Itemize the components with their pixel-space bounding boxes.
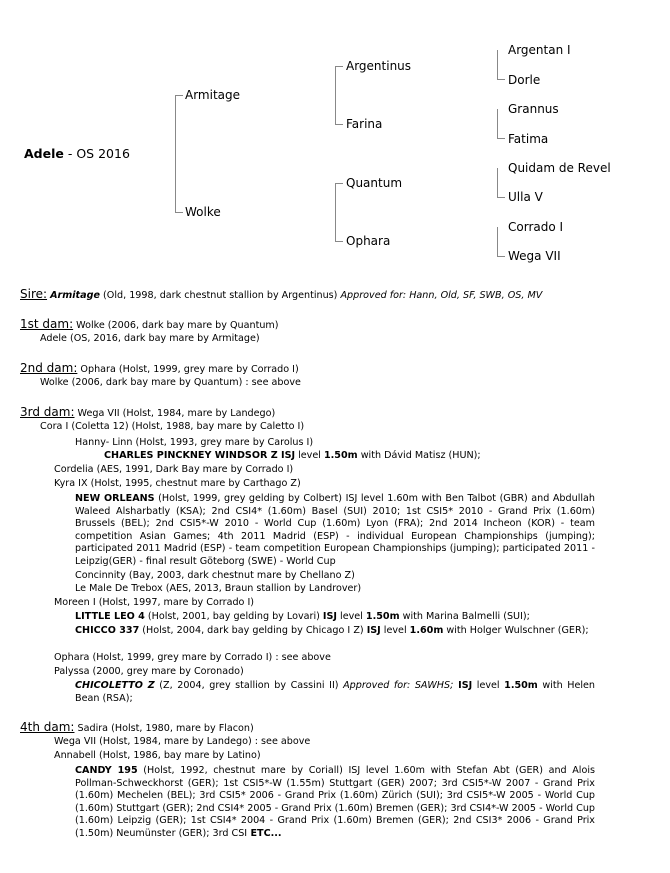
rider-text: with Holger Wulschner (GER); — [443, 625, 589, 636]
level-value: 1.50m — [365, 611, 400, 622]
rider-text: with Helen Bean (RSA); — [75, 680, 596, 704]
bracket-line — [335, 66, 343, 67]
ancestor-name: Dorle — [508, 73, 541, 87]
ancestor-name: Corrado I — [508, 220, 564, 234]
competitor-name: CANDY 195 — [75, 765, 138, 776]
level-text: level — [472, 680, 505, 691]
sire-line — [20, 288, 542, 303]
level-value: 1.50m — [504, 680, 538, 691]
competitor-name: CHARLES PINCKNEY WINDSOR Z ISJ — [104, 450, 296, 461]
offspring-line: Palyssa (2000, grey mare by Coronado) — [54, 666, 244, 677]
ancestor-name: Quidam de Revel — [508, 161, 611, 175]
level-text: level — [336, 611, 366, 622]
bracket-line — [175, 212, 183, 213]
isj-label: ISJ — [322, 611, 337, 622]
offspring-line: Ophara (Holst, 1999, grey mare by Corrado I) : see above — [54, 652, 331, 663]
rider-text: with Dávid Matisz (HUN); — [357, 450, 481, 461]
sire-label: Sire: — [20, 287, 48, 301]
sire-line-name: Armitage — [50, 290, 100, 301]
sire-sire: Argentinus — [346, 59, 412, 73]
dam4-line — [20, 721, 254, 736]
competitor-name: CHICCO 337 — [75, 625, 140, 636]
bracket-line — [335, 124, 343, 125]
sire-name: Armitage — [185, 88, 241, 102]
dam-dam: Ophara — [346, 234, 391, 248]
bracket-line — [335, 183, 336, 241]
competitor-details: (Holst, 2001, bay gelding by Lovari) — [144, 611, 323, 622]
competitor-name: LITTLE LEO 4 — [75, 611, 145, 622]
competitor-line — [75, 611, 530, 624]
dam-sire: Quantum — [346, 176, 403, 190]
bracket-line — [175, 95, 176, 212]
sire-details: (Old, 1998, dark chestnut stallion by Argentinus) — [100, 290, 341, 301]
competitor-paragraph — [75, 680, 595, 705]
offspring-line: Kyra IX (Holst, 1995, chestnut mare by Carthago Z) — [54, 478, 301, 489]
dam-name: Wolke — [185, 205, 221, 219]
level-value: 1.60m — [409, 625, 444, 636]
level-value: 1.50m — [323, 450, 358, 461]
dam1-text: Wolke (2006, dark bay mare by Quantum) — [73, 320, 279, 331]
offspring-line: Le Male De Trebox (AES, 2013, Braun stallion by Landrover) — [75, 583, 362, 594]
ancestor-name: Fatima — [508, 132, 549, 146]
bracket-line — [497, 109, 498, 138]
offspring-line: Wolke (2006, dark bay mare by Quantum) : see above — [40, 377, 301, 388]
bracket-line — [497, 50, 498, 79]
competitor-name: CHICOLETTO Z — [75, 680, 155, 691]
offspring-line: Adele (OS, 2016, dark bay mare by Armitage) — [40, 333, 260, 344]
bracket-line — [497, 227, 498, 256]
bracket-line — [335, 241, 343, 242]
bracket-line — [335, 66, 336, 124]
subject-suffix: - OS 2016 — [63, 146, 130, 161]
sire-approved: Approved for: Hann, Old, SF, SWB, OS, MV — [340, 290, 543, 301]
approval-text: Approved for: SAWHS; — [343, 680, 454, 691]
bracket-line — [175, 95, 183, 96]
bracket-line — [497, 138, 505, 139]
bracket-line — [335, 183, 343, 184]
dam4-text: Sadira (Holst, 1980, mare by Flacon) — [74, 723, 254, 734]
dam2-line — [20, 362, 299, 377]
ancestor-name: Grannus — [508, 102, 559, 116]
dam3-text: Wega VII (Holst, 1984, mare by Landego) — [74, 408, 276, 419]
competitor-line — [104, 450, 481, 463]
dam1-label: 1st dam: — [20, 317, 74, 331]
offspring-line: Moreen I (Holst, 1997, mare by Corrado I) — [54, 597, 255, 608]
competitor-paragraph — [75, 765, 595, 840]
ancestor-name: Ulla V — [508, 190, 543, 204]
bracket-line — [497, 197, 505, 198]
bracket-line — [497, 168, 498, 197]
dam3-label: 3rd dam: — [20, 405, 75, 419]
bracket-line — [497, 256, 505, 257]
level-text: level — [295, 450, 324, 461]
competitor-paragraph — [75, 625, 595, 638]
offspring-line: Cora I (Coletta 12) (Holst, 1988, bay mare by Caletto I) — [40, 421, 305, 432]
isj-label: ISJ — [366, 625, 381, 636]
dam1-line — [20, 318, 279, 333]
competitor-record: (Holst, 1992, chestnut mare by Coriall) ISJ level 1.60m with Stefan Abt (GER) and Alois Pollman-Schweckhorst (GER); 1st CSI5*-W (1.55m) Stuttgart (GER) 2007; 3rd CSI5*-W 2007 - Grand Prix (1.60m) Mechelen (BEL); 3rd CSI5* 2006 - Grand Prix (1.60m) Zürich (SUI); 3rd CSI5*-W 2005 - World Cup (1.60m) Stuttgart (GER); 2nd CSI4* 2005 - Grand Prix (1.60m) Bremen (GER); 3rd CSI4*-W 2005 - World Cup (1.60m) Leipzig (GER); 1st CSI4* 2004 - Grand Prix (1.60m) Bremen (GER); 2nd CSI3* 2006 - Grand Prix (1.50m) Neumünster (GER); 3rd CSI — [75, 765, 596, 839]
dam3-line — [20, 406, 275, 421]
isj-label: ISJ — [453, 680, 473, 691]
subject-name: Adele — [24, 146, 64, 161]
ancestor-name: Argentan I — [508, 43, 571, 57]
sire-dam: Farina — [346, 117, 383, 131]
dam2-text: Ophara (Holst, 1999, grey mare by Corrado I) — [77, 364, 299, 375]
dam2-label: 2nd dam: — [20, 361, 78, 375]
competitor-paragraph — [75, 493, 595, 568]
offspring-line: Wega VII (Holst, 1984, mare by Landego) : see above — [54, 736, 311, 747]
level-text: level — [380, 625, 410, 636]
dam4-label: 4th dam: — [20, 720, 75, 734]
ancestor-name: Wega VII — [508, 249, 561, 263]
competitor-details: (Z, 2004, grey stallion by Cassini II) — [154, 680, 344, 691]
competitor-name: NEW ORLEANS — [75, 493, 155, 504]
offspring-line: Cordelia (AES, 1991, Dark Bay mare by Corrado I) — [54, 464, 294, 475]
competitor-details: (Holst, 2004, dark bay gelding by Chicago I Z) — [139, 625, 367, 636]
competitor-record: (Holst, 1999, grey gelding by Colbert) ISJ level 1.60m with Ben Talbot (GBR) and Abdullah Waleed Alsharbatly (KSA); 2nd CSI4* (1.60m) Basel (SUI) 2010; 1st CSI5* 2010 - Grand Prix (1.60m) Brussels (BEL); 2nd CSI5*-W 2010 - World Cup (1.60m) Lyon (FRA); 2nd 2014 Incheon (KOR) - team competition Asian Games; 4th 2011 Madrid (ESP) - individual European Championships (jumping); participated 2011 Madrid (ESP) - team competition European Championships (jumping); participated 2011 - Leipzig(GER) - final result Göteborg (SWE) - World Cup — [75, 493, 595, 567]
etc-text: ETC... — [247, 827, 282, 839]
offspring-line: Hanny- Linn (Holst, 1993, grey mare by Carolus I) — [75, 437, 314, 448]
offspring-line: Concinnity (Bay, 2003, dark chestnut mare by Chellano Z) — [75, 570, 355, 581]
bracket-line — [497, 79, 505, 80]
subject-horse — [24, 146, 130, 161]
offspring-line: Annabell (Holst, 1986, bay mare by Latino) — [54, 750, 261, 761]
rider-text: with Marina Balmelli (SUI); — [399, 611, 530, 622]
